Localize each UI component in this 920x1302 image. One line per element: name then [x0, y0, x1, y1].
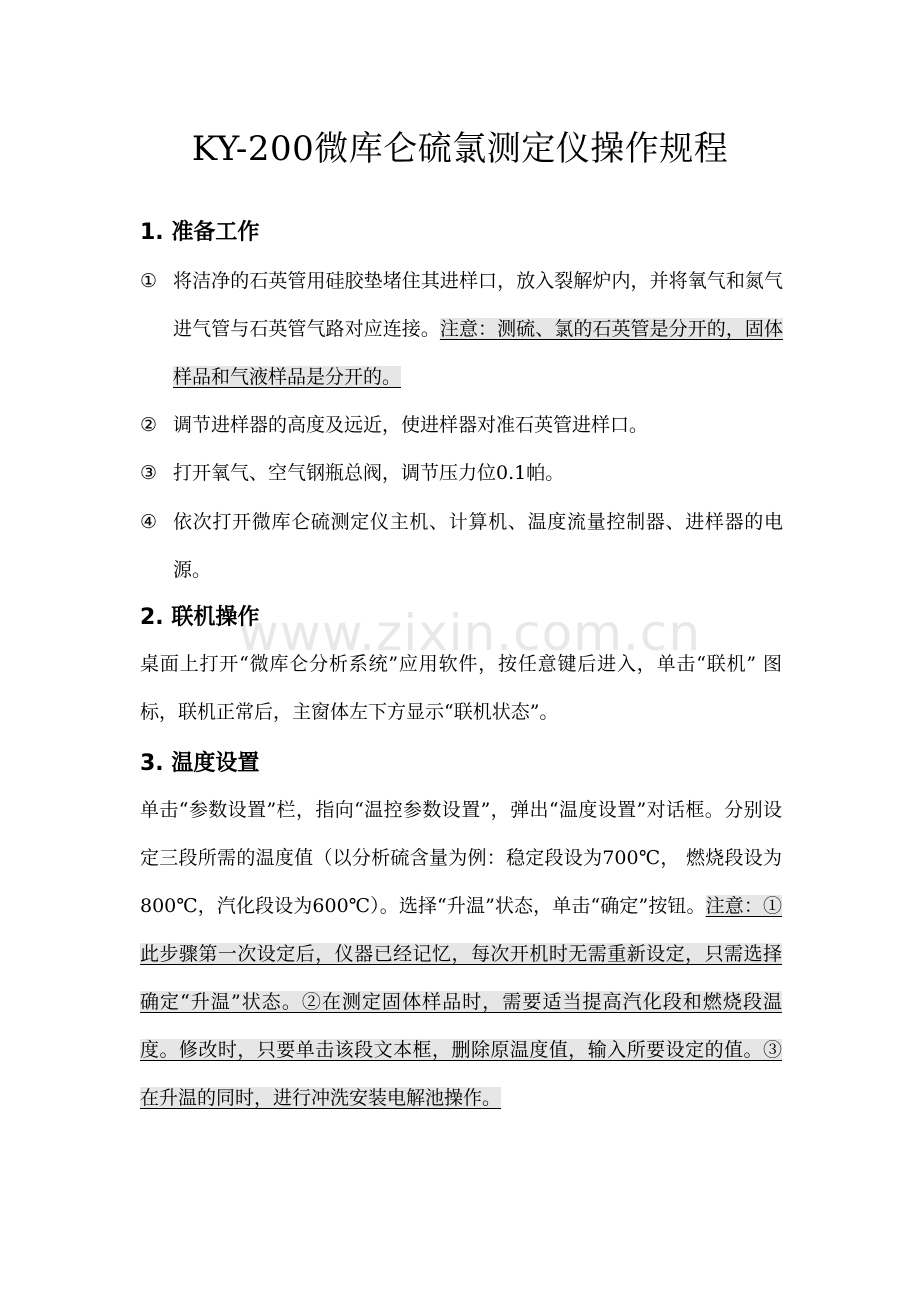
item-text-2: 调节进样器的高度及远近，使进样器对准石英管进样口。 [173, 414, 649, 436]
item-note-1: 注意：测硫、氯的石英管是分开的，固体样品和气液样品是分开的。 [173, 318, 783, 388]
item-marker-4: ④ [140, 511, 158, 533]
item-text-3: 打开氧气、空气钢瓶总阀，调节压力位0.1帕。 [173, 462, 565, 484]
temperature-note: 注意：①此步骤第一次设定后，仪器已经记忆，每次开机时无需重新设定，只需选择确定“升温”状态。②在测定固体样品时，需要适当提高汽化段和燃烧段温度。修改时，只要单击该段文本框，删除原温度值，输入所要设定的值。③在升温的同时，进行冲洗安装电解池操作。 [140, 895, 782, 1109]
item-marker-2: ② [140, 414, 158, 436]
item-text-1-body: 将洁净的石英管用硅胶垫堵住其进样口，放入裂解炉内，并将氧气和氮气进气管与石英管气路对应连接。 [173, 270, 783, 340]
item-marker-1: ① [140, 270, 158, 292]
section-heading-temperature: 3. 温度设置 [140, 751, 260, 776]
document-title: KY-200微库仑硫氯测定仪操作规程 [191, 129, 729, 169]
section-paragraph-temperature [140, 786, 782, 1122]
section-heading-preparation: 1. 准备工作 [140, 220, 260, 245]
temperature-paragraph-body: 单击“参数设置”栏，指向“温控参数设置”，弹出“温度设置”对话框。分别设定三段所需的温度值（以分析硫含量为例：稳定段设为700℃， 燃烧段设为800℃，汽化段设为600℃）。选择“升温”状态，单击“确定”按钮。 [140, 799, 782, 917]
section-paragraph-online: 桌面上打开“微库仑分析系统”应用软件，按任意键后进入，单击“联机” 图标，联机正常后，主窗体左下方显示“联机状态”。 [140, 653, 782, 723]
item-marker-3: ③ [140, 462, 158, 484]
item-text-1 [173, 257, 783, 401]
watermark-text: www.zixin.com.cn [238, 604, 702, 662]
section-heading-online: 2. 联机操作 [140, 605, 260, 630]
item-text-4: 依次打开微库仑硫测定仪主机、计算机、温度流量控制器、进样器的电源。 [173, 511, 783, 581]
